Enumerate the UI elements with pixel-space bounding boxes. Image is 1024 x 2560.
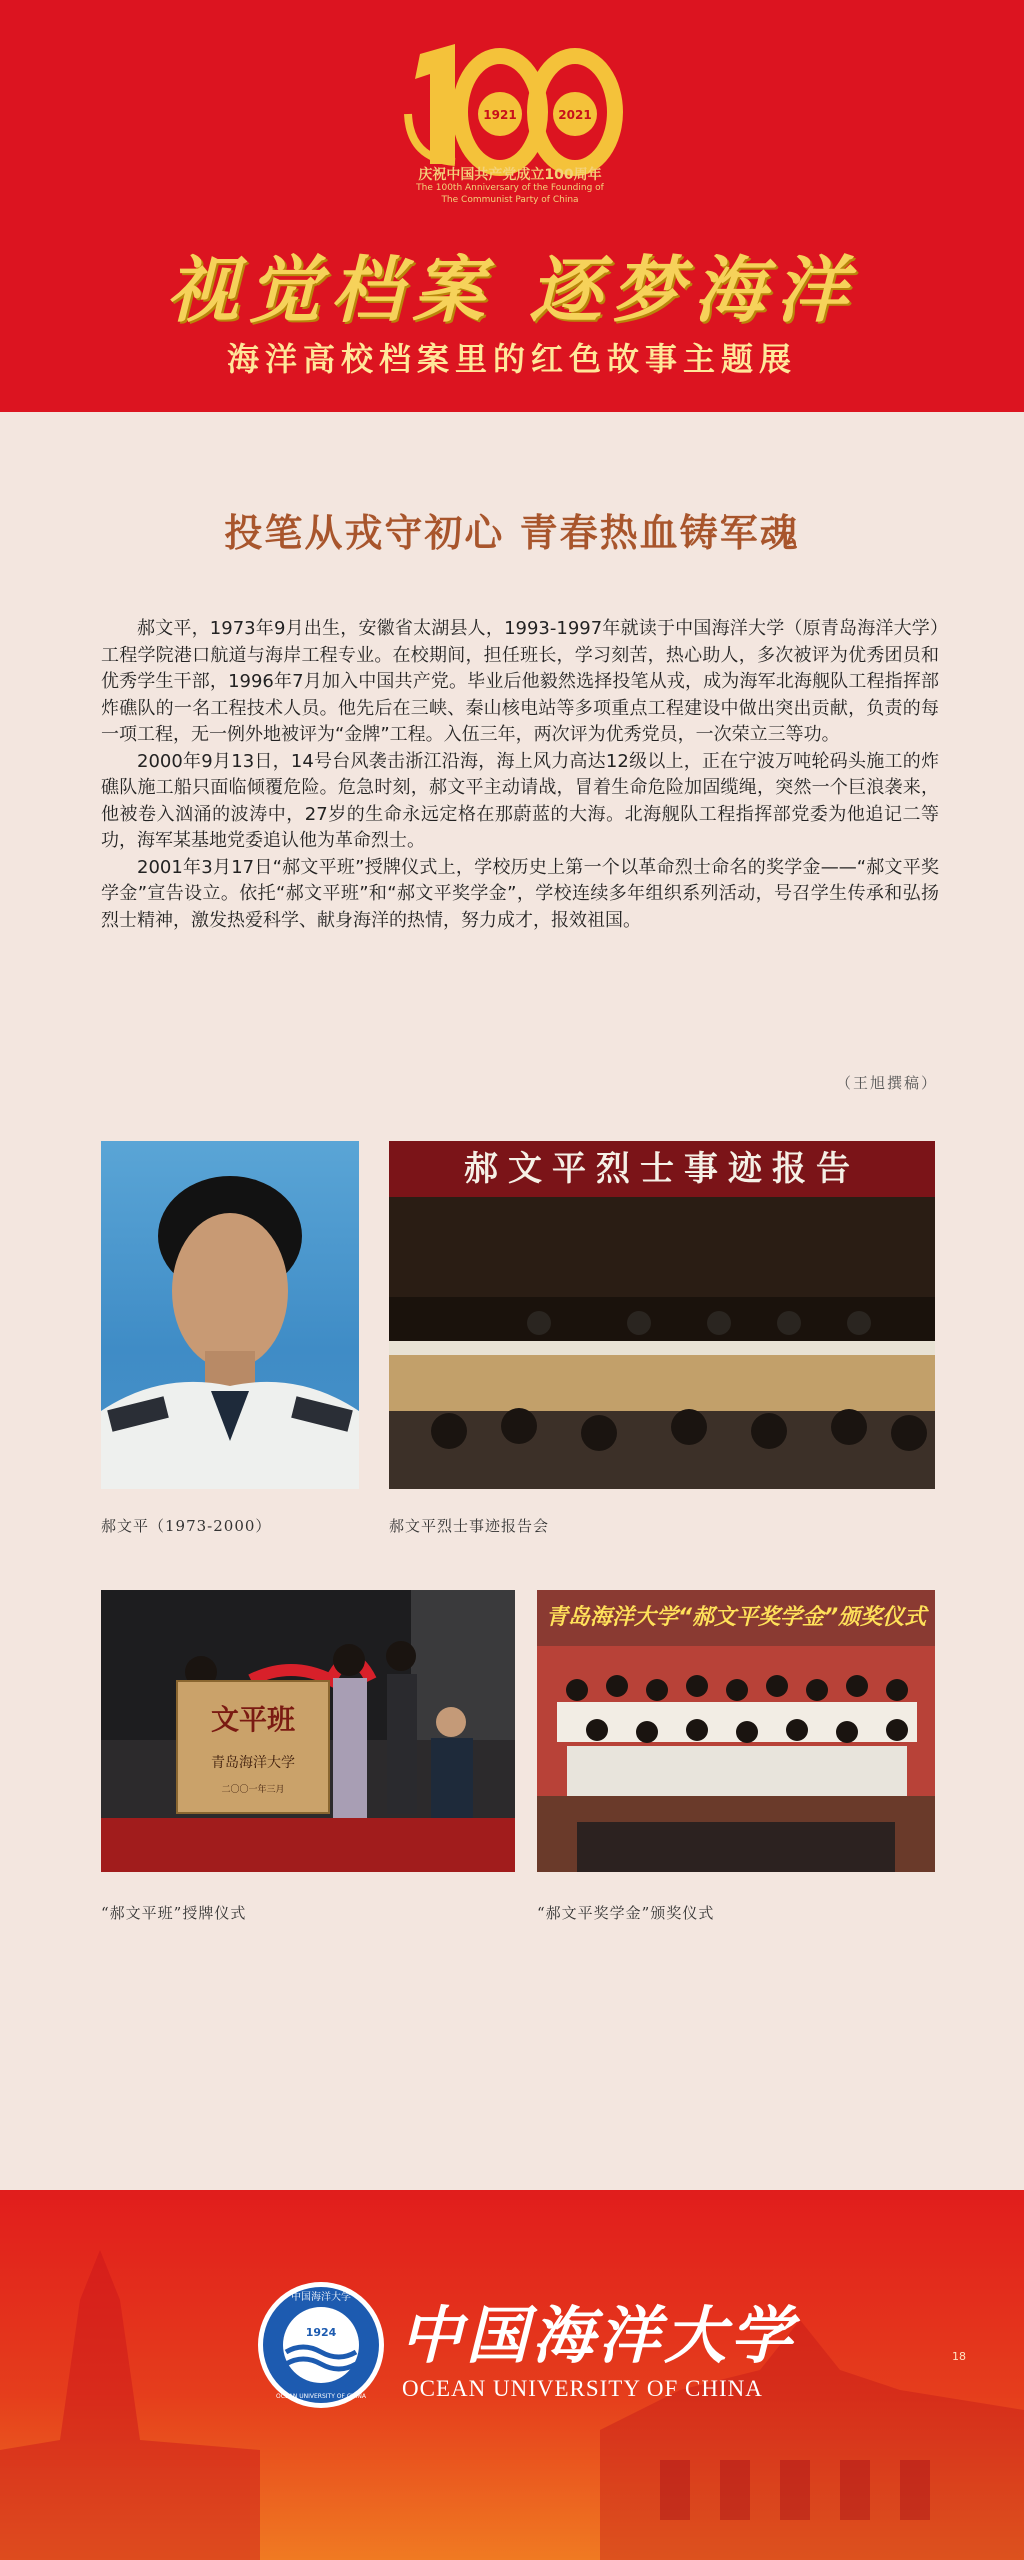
exhibition-sub-title: 海洋高校档案里的红色故事主题展 — [226, 340, 797, 378]
article-paragraph: 2000年9月13日，14号台风袭击浙江沿海，海上风力高达12级以上，正在宁波万吨轮码头施工的炸礁队施工船只面临倾覆危险。危急时刻，郝文平主动请战，冒着生命危险加固缆绳，突然一个巨浪袭来，他被卷入汹涌的波涛中，27岁的生命永远定格在那蔚蓝的大海。北海舰队工程指挥部党委为他追记二等功，海军某基地党委追认他为革命烈士。 — [101, 750, 939, 851]
plaque-board — [176, 1680, 330, 1814]
exhibition-main-title: 视觉档案 逐梦海洋 — [166, 247, 858, 332]
plaque-text-date: 二〇〇一年三月 — [221, 1785, 285, 1795]
article-body — [101, 616, 939, 934]
plaque-caption: “郝文平班”授牌仪式 — [101, 1904, 247, 1922]
award-banner-text: 青岛海洋大学“郝文平奖学金”颁奖仪式 — [545, 1605, 927, 1630]
footer-banner — [0, 2190, 1024, 2560]
emblem-year: 1924 — [305, 2326, 337, 2339]
logo-year-end: 2021 — [558, 108, 592, 122]
logo-caption-en-line2: The Communist Party of China — [441, 195, 579, 205]
header-banner — [0, 0, 1024, 412]
plaque-text-big: 文平班 — [210, 1703, 295, 1736]
report-meeting-illustration — [389, 1141, 935, 1489]
university-emblem — [256, 2280, 386, 2410]
portrait-photo — [101, 1141, 359, 1489]
report-caption: 郝文平烈士事迹报告会 — [389, 1517, 550, 1535]
page-number: 18 — [952, 2350, 966, 2363]
logo-caption-cn: 庆祝中国共产党成立100周年 — [418, 167, 602, 183]
award-ceremony-photo — [537, 1590, 935, 1872]
plaque-ceremony-photo — [101, 1590, 515, 1872]
author-note: （王旭撰稿） — [835, 1074, 938, 1092]
plaque-text-small: 青岛海洋大学 — [211, 1755, 295, 1771]
footer-building-silhouettes — [0, 2190, 1024, 2560]
award-caption: “郝文平奖学金”颁奖仪式 — [537, 1904, 715, 1922]
article-paragraph: 2001年3月17日“郝文平班”授牌仪式上，学校历史上第一个以革命烈士命名的奖学金——“郝文平奖学金”宣告设立。依托“郝文平班”和“郝文平奖学金”，学校连续多年组织系列活动，号召学生传承和弘扬烈士精神，激发热爱科学、献身海洋的热情，努力成才，报效祖国。 — [101, 856, 939, 931]
report-meeting-photo — [389, 1141, 935, 1489]
emblem-ring-en: OCEAN UNIVERSITY OF CHINA — [276, 2393, 366, 2400]
logo-year-start: 1921 — [483, 108, 517, 122]
article-title: 投笔从戎守初心 青春热血铸军魂 — [224, 511, 800, 555]
emblem-ring-cn: 中国海洋大学 — [291, 2292, 351, 2303]
university-name-cn: 中国海洋大学 — [400, 2299, 797, 2372]
university-name-en: OCEAN UNIVERSITY OF CHINA — [402, 2376, 763, 2401]
article-paragraph: 郝文平，1973年9月出生，安徽省太湖县人，1993-1997年就读于中国海洋大学（原青岛海洋大学）工程学院港口航道与海岸工程专业。在校期间，担任班长，学习刻苦，热心助人，多次被评为优秀团员和优秀学生干部，1996年7月加入中国共产党。毕业后他毅然选择投笔从戎，成为海军北海舰队工程指挥部炸礁队的一名工程技术人员。他先后在三峡、秦山核电站等多项重点工程建设中做出突出贡献，负责的每一项工程，无一例外地被评为“金牌”工程。入伍三年，两次评为优秀党员，一次荣立三等功。 — [101, 618, 939, 745]
logo-caption-en-line1: The 100th Anniversary of the Founding of — [416, 183, 604, 193]
report-banner-text: 郝文平烈士事迹报告 — [389, 1141, 935, 1197]
portrait-caption: 郝文平（1973-2000） — [101, 1517, 272, 1535]
portrait-illustration — [101, 1141, 359, 1489]
